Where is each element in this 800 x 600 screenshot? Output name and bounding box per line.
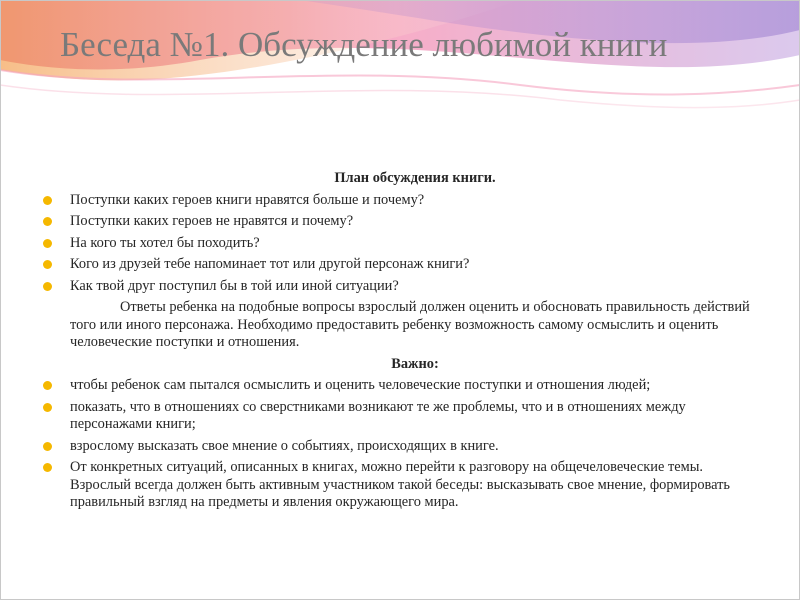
circle-bullet-icon <box>43 381 52 390</box>
list-item <box>70 235 760 253</box>
important-heading: Важно: <box>391 355 439 372</box>
list-item-text: Поступки каких героев не нравятся и почему? <box>70 213 354 229</box>
list-item-text: Поступки каких героев книги нравятся больше и почему? <box>70 191 425 208</box>
list-item <box>70 459 760 512</box>
slide-title: Беседа №1. Обсуждение любимой книги <box>60 25 668 64</box>
list-item-text: Кого из друзей тебе напоминает тот или другой персонаж книги? <box>70 256 470 272</box>
list-item <box>70 278 760 296</box>
circle-bullet-icon <box>43 442 52 451</box>
circle-bullet-icon <box>43 403 52 412</box>
slide-content <box>70 170 760 516</box>
list-item <box>70 399 760 434</box>
list-item <box>70 192 760 210</box>
list-item-text: взрослому высказать свое мнение о событиях, происходящих в книге. <box>70 437 499 454</box>
list-item-text: чтобы ребенок сам пытался осмыслить и оценить человеческие поступки и отношения людей; <box>70 377 651 393</box>
circle-bullet-icon <box>43 260 52 269</box>
plan-heading: План обсуждения книги. <box>334 170 496 186</box>
list-item <box>70 213 760 231</box>
circle-bullet-icon <box>43 463 52 472</box>
list-item-text: показать, что в отношениях со сверстниками возникают те же проблемы, что и в отношениях между персонажами книги; <box>70 398 686 432</box>
list-item <box>70 377 760 395</box>
important-list <box>70 377 760 512</box>
list-item-text: Как твой друг поступил бы в той или иной ситуации? <box>70 277 399 294</box>
circle-bullet-icon <box>43 282 52 291</box>
explanation-paragraph: Ответы ребенка на подобные вопросы взрослый должен оценить и обосновать правильность действий того или иного персонажа. Необходимо предоставить ребенку возможность самому осмыслить и оценить человеческие поступки и отношения. <box>70 299 750 350</box>
list-item-text: От конкретных ситуаций, описанных в книгах, можно перейти к разговору на общечеловеческие темы. Взрослый всегда должен быть активным участником такой беседы: высказывать свое мнение, формировать правильный взгляд на предметы и явления окружающего мира. <box>70 459 730 510</box>
list-item-text: На кого ты хотел бы походить? <box>70 234 260 251</box>
list-item <box>70 438 760 456</box>
circle-bullet-icon <box>43 196 52 205</box>
list-item <box>70 256 760 274</box>
circle-bullet-icon <box>43 217 52 226</box>
circle-bullet-icon <box>43 239 52 248</box>
questions-list <box>70 192 760 296</box>
